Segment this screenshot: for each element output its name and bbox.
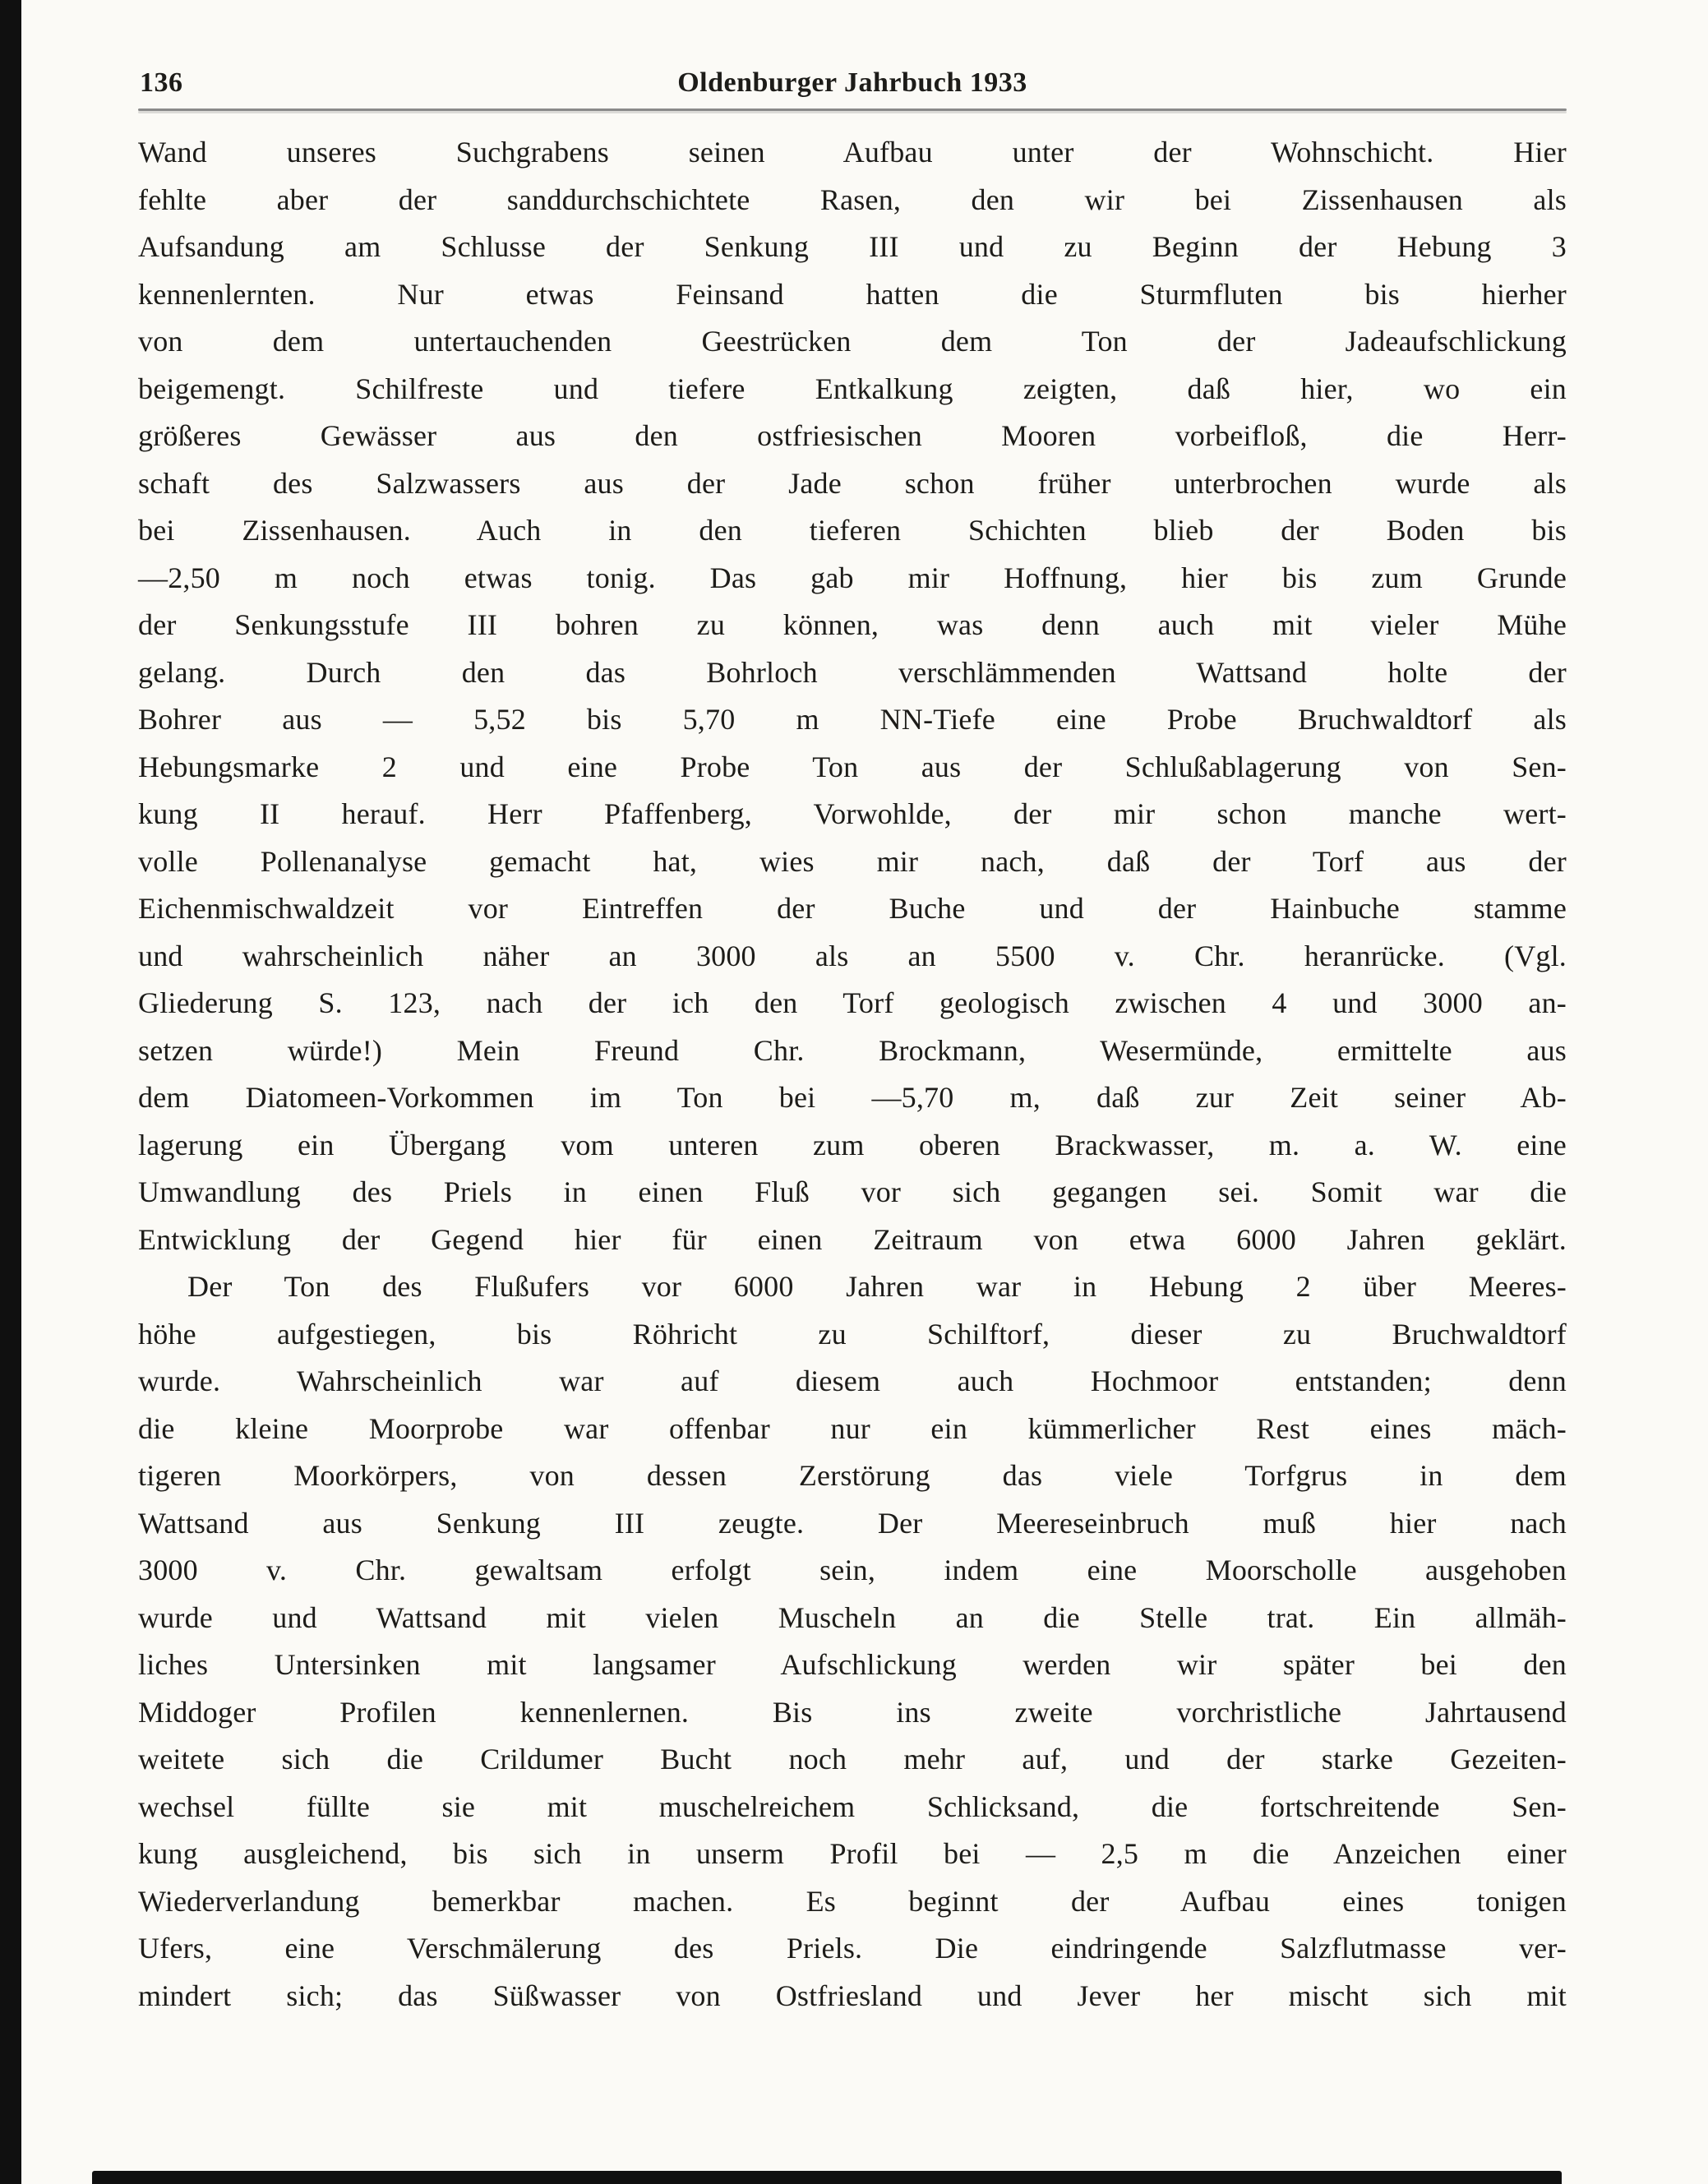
header-rule: [138, 109, 1567, 111]
text-line: bei Zissenhausen. Auch in den tieferen Schichten blieb der Boden bis: [138, 514, 1567, 547]
text-line: Aufsandung am Schlusse der Senkung III und zu Beginn der Hebung 3: [138, 230, 1567, 263]
text-line: höhe aufgestiegen, bis Röhricht zu Schilftorf, dieser zu Bruchwaldtorf: [138, 1317, 1567, 1351]
page-body: [138, 129, 1567, 2020]
text-line: Eichenmischwaldzeit vor Eintreffen der Buche und der Hainbuche stamme: [138, 892, 1567, 925]
text-line: Entwicklung der Gegend hier für einen Zeitraum von etwa 6000 Jahren geklärt.: [138, 1222, 1567, 1256]
scan-edge-artifact-bottom: [92, 2171, 1562, 2184]
text-line: Umwandlung des Priels in einen Fluß vor sich gegangen sei. Somit war die: [138, 1175, 1567, 1208]
text-line: 3000 v. Chr. gewaltsam erfolgt sein, indem eine Moorscholle ausgehoben: [138, 1554, 1567, 1586]
text-line: schaft des Salzwassers aus der Jade schon früher unterbrochen wurde als: [138, 466, 1567, 500]
text-line: dem Diatomeen-Vorkommen im Ton bei —5,70 m, daß zur Zeit seiner Ab-: [138, 1081, 1567, 1114]
text-line: kennenlernten. Nur etwas Feinsand hatten die Sturmfluten bis hierher: [138, 277, 1567, 311]
text-line: gelang. Durch den das Bohrloch verschlämmenden Wattsand holte der: [138, 655, 1567, 689]
text-line: und wahrscheinlich näher an 3000 als an 5500 v. Chr. heranrücke. (Vgl.: [138, 939, 1567, 972]
text-line: liches Untersinken mit langsamer Aufschlickung werden wir später bei den: [138, 1648, 1567, 1681]
text-line: größeres Gewässer aus den ostfriesischen Mooren vorbeifloß, die Herr-: [138, 419, 1567, 452]
text-line: von dem untertauchenden Geestrücken dem Ton der Jadeaufschlickung: [138, 325, 1567, 358]
scan-edge-artifact-left: [0, 0, 21, 2184]
text-line: Der Ton des Flußufers vor 6000 Jahren war in Hebung 2 über Meeres-: [187, 1270, 1567, 1303]
text-line: Wattsand aus Senkung III zeugte. Der Meereseinbruch muß hier nach: [138, 1506, 1567, 1540]
text-line: kung II herauf. Herr Pfaffenberg, Vorwohlde, der mir schon manche wert-: [138, 797, 1567, 830]
text-line: weitete sich die Crildumer Bucht noch mehr auf, und der starke Gezeiten-: [138, 1743, 1567, 1775]
running-title: Oldenburger Jahrbuch 1933: [677, 67, 1027, 98]
text-line: Hebungsmarke 2 und eine Probe Ton aus der Schlußablagerung von Sen-: [138, 750, 1567, 783]
text-line: kung ausgleichend, bis sich in unserm Profil bei — 2,5 m die Anzeichen einer: [138, 1837, 1567, 1870]
text-line: mindert sich; das Süßwasser von Ostfriesland und Jever her mischt sich mit: [138, 1979, 1567, 2012]
paragraph-1: [138, 129, 1567, 1263]
text-line: Ufers, eine Verschmälerung des Priels. Die eindringende Salzflutmasse ver-: [138, 1932, 1567, 1965]
paragraph-2: [138, 1263, 1567, 2020]
text-line: setzen würde!) Mein Freund Chr. Brockmann, Wesermünde, ermittelte aus: [138, 1033, 1567, 1067]
page-number: 136: [140, 67, 183, 98]
text-line: die kleine Moorprobe war offenbar nur ein kümmerlicher Rest eines mäch-: [138, 1411, 1567, 1445]
text-line: beigemengt. Schilfreste und tiefere Entkalkung zeigten, daß hier, wo ein: [138, 372, 1567, 405]
text-line: lagerung ein Übergang vom unteren zum oberen Brackwasser, m. a. W. eine: [138, 1128, 1567, 1161]
text-line: wurde. Wahrscheinlich war auf diesem auch Hochmoor entstanden; denn: [138, 1364, 1567, 1397]
text-line: Gliederung S. 123, nach der ich den Torf geologisch zwischen 4 und 3000 an-: [138, 986, 1567, 1019]
text-line: Wand unseres Suchgrabens seinen Aufbau unter der Wohnschicht. Hier: [138, 136, 1567, 169]
text-line: wurde und Wattsand mit vielen Muscheln an die Stelle trat. Ein allmäh-: [138, 1600, 1567, 1634]
text-line: volle Pollenanalyse gemacht hat, wies mir nach, daß der Torf aus der: [138, 844, 1567, 878]
text-line: Bohrer aus — 5,52 bis 5,70 m NN-Tiefe eine Probe Bruchwaldtorf als: [138, 703, 1567, 736]
text-line: fehlte aber der sanddurchschichtete Rasen, den wir bei Zissenhausen als: [138, 182, 1567, 216]
text-line: Middoger Profilen kennenlernen. Bis ins zweite vorchristliche Jahrtausend: [138, 1695, 1567, 1729]
text-line: wechsel füllte sie mit muschelreichem Schlicksand, die fortschreitende Sen-: [138, 1789, 1567, 1823]
text-column: [138, 67, 1567, 2020]
text-line: tigeren Moorkörpers, von dessen Zerstörung das viele Torfgrus in dem: [138, 1459, 1567, 1492]
running-header: [138, 67, 1567, 104]
text-line: der Senkungsstufe III bohren zu können, was denn auch mit vieler Mühe: [138, 608, 1567, 641]
text-line: Wiederverlandung bemerkbar machen. Es beginnt der Aufbau eines tonigen: [138, 1884, 1567, 1918]
text-line: —2,50 m noch etwas tonig. Das gab mir Hoffnung, hier bis zum Grunde: [138, 561, 1567, 594]
